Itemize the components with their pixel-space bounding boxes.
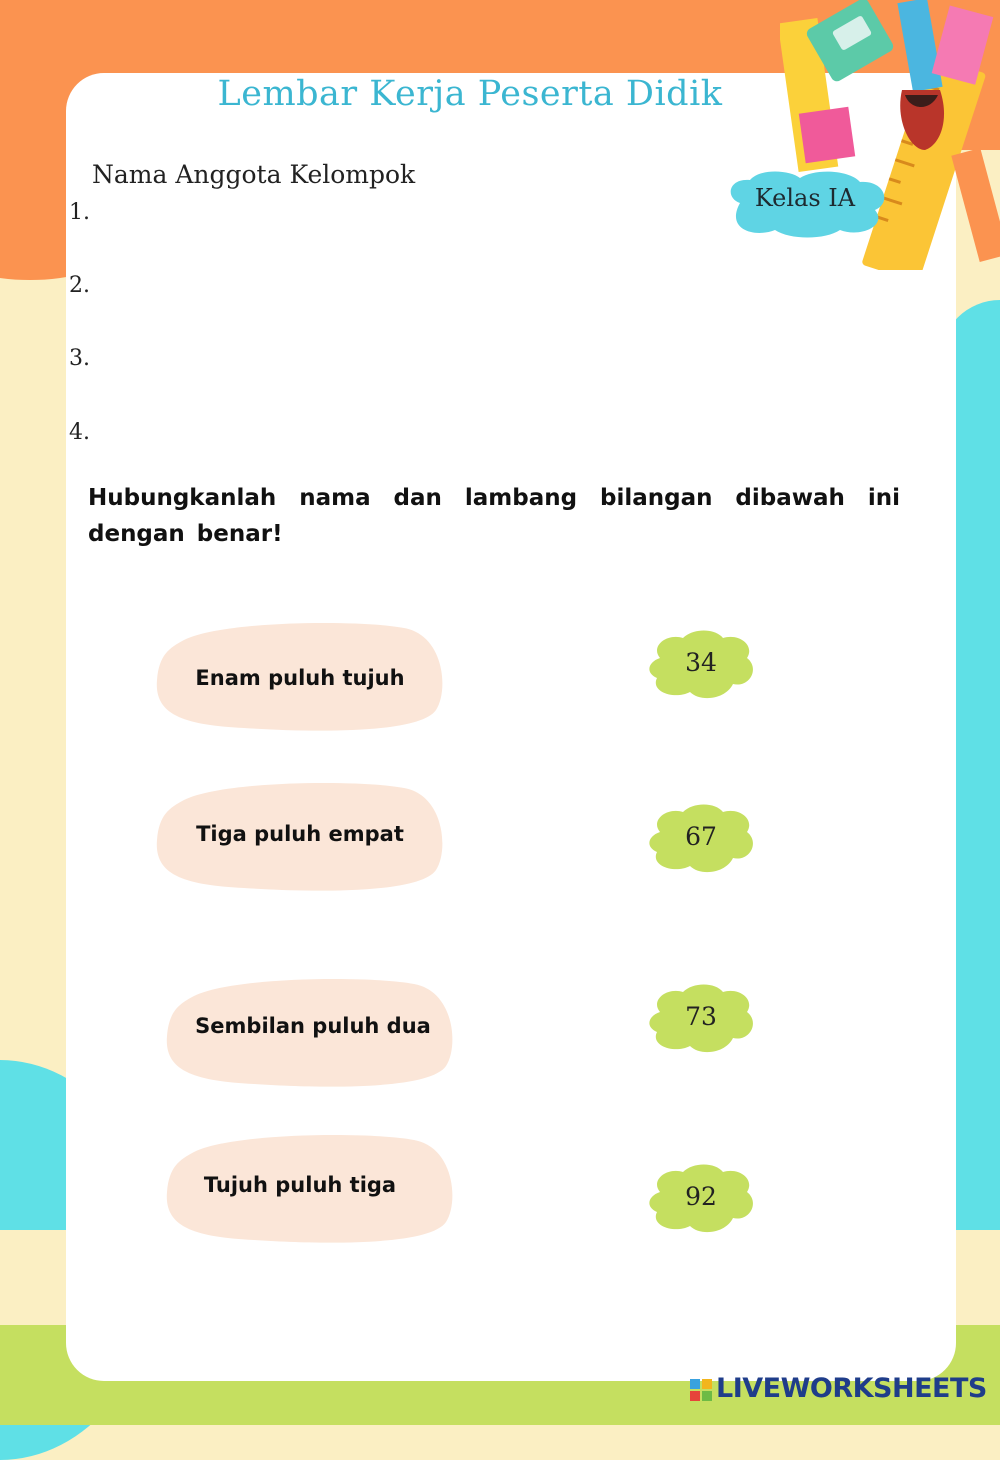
class-badge-label: Kelas IA xyxy=(754,184,856,212)
name-label-3: Sembilan puluh dua xyxy=(195,1014,431,1038)
liveworksheets-brand-text: LIVEWORKSHEETS xyxy=(716,1373,987,1404)
name-label-4: Tujuh puluh tiga xyxy=(203,1173,397,1197)
liveworksheets-brand[interactable] xyxy=(690,1373,990,1407)
number-label-2: 67 xyxy=(685,822,717,851)
number-label-3: 73 xyxy=(685,1002,717,1031)
liveworksheets-logo-icon xyxy=(690,1379,712,1401)
name-label-2: Tiga puluh empat xyxy=(196,822,404,846)
number-label-4: 92 xyxy=(685,1182,717,1211)
group-members-label: Nama Anggota Kelompok xyxy=(92,160,416,189)
instruction-text: Hubungkanlah nama dan lambang bilangan dibawah ini dengan benar! xyxy=(88,485,900,547)
number-label-1: 34 xyxy=(685,648,717,677)
member-number-4: 4. xyxy=(69,420,90,445)
page-title: Lembar Kerja Peserta Didik xyxy=(217,74,723,114)
member-number-1: 1. xyxy=(69,200,90,225)
member-number-3: 3. xyxy=(69,346,90,371)
member-number-2: 2. xyxy=(69,273,90,298)
name-label-1: Enam puluh tujuh xyxy=(195,666,405,690)
